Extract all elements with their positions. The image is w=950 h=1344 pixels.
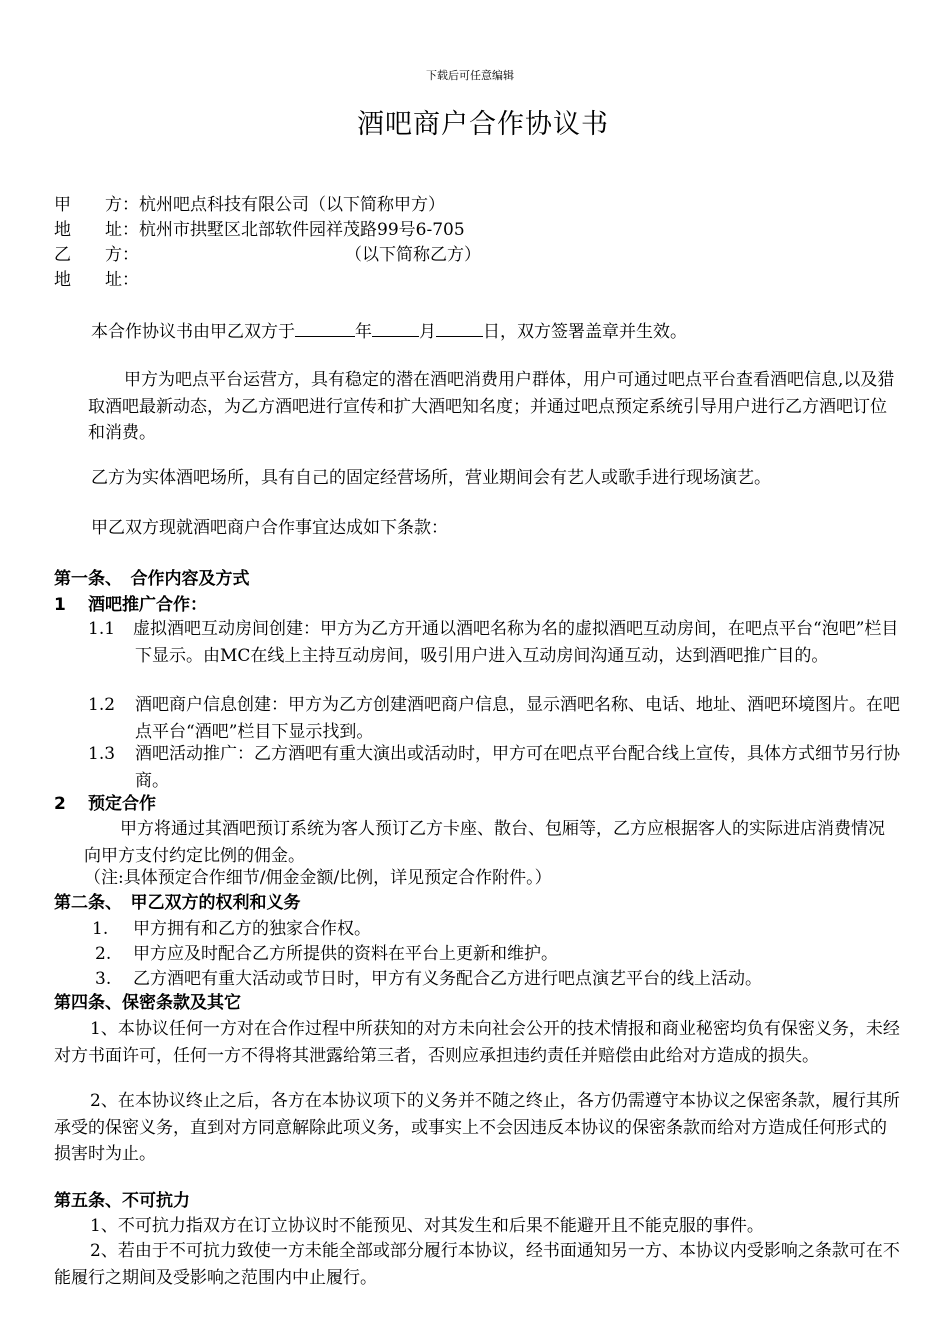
- address-b-row: [54, 268, 139, 292]
- item-1-1-number: 1.1: [88, 619, 116, 639]
- party-a-row: [54, 193, 445, 217]
- signing-month: 月: [419, 322, 436, 342]
- item-1-3-number: 1.3: [88, 744, 116, 764]
- month-blank: [372, 318, 419, 337]
- party-b-value: （以下简称乙方）: [345, 245, 481, 265]
- document-title: 酒吧商户合作协议书: [357, 109, 609, 140]
- address-b-label: 地 址：: [54, 270, 139, 290]
- item-1-2-number: 1.2: [88, 695, 116, 715]
- signing-line: [91, 318, 687, 344]
- intro-paragraph-1: 甲方为吧点平台运营方，具有稳定的潜在酒吧消费用户群体，用户可通过吧点平台查看酒吧信息,以及猎取酒吧最新动态，为乙方酒吧进行宣传和扩大酒吧知名度；并通过吧点预定系统引导用户进行乙方酒吧订位和消费。: [88, 370, 895, 443]
- section-2-title: 预定合作: [88, 794, 156, 814]
- article-2-heading: 第二条、 甲乙双方的权利和义务: [54, 893, 301, 913]
- year-blank: [295, 318, 355, 337]
- address-a-row: [54, 218, 465, 242]
- article-2-item-2-text: 甲方应及时配合乙方所提供的资料在平台上更新和维护。: [133, 944, 558, 964]
- signing-prefix: 本合作协议书由甲乙双方于: [91, 322, 295, 342]
- intro-paragraph-3: 甲乙双方现就酒吧商户合作事宜达成如下条款：: [91, 518, 448, 538]
- address-a-label: 地 址：: [54, 220, 139, 240]
- party-b-row: [54, 243, 139, 267]
- article-5-paragraph-1: 1、不可抗力指双方在订立协议时不能预见、对其发生和后果不能避开且不能克服的事件。: [90, 1216, 764, 1236]
- article-2-item-3-text: 乙方酒吧有重大活动或节日时，甲方有义务配合乙方进行吧点演艺平台的线上活动。: [133, 969, 762, 989]
- article-5-paragraph-2: 2、若由于不可抗力致使一方未能全部或部分履行本协议，经书面通知另一方、本协议内受影响之条款可在不能履行之期间及受影响之范围内中止履行。: [54, 1241, 900, 1288]
- section-1-title: 酒吧推广合作：: [88, 595, 207, 615]
- signing-year: 年: [355, 322, 372, 342]
- intro-paragraph-2: 乙方为实体酒吧场所，具有自己的固定经营场所，营业期间会有艺人或歌手进行现场演艺。: [91, 468, 771, 488]
- section-1-number: 1: [54, 595, 66, 615]
- article-4-paragraph-2: 2、在本协议终止之后，各方在本协议项下的义务并不随之终止，各方仍需遵守本协议之保密条款，履行其所承受的保密义务，直到对方同意解除此项义务，或事实上不会因违反本协议的保密条款而给对方造成任何形式的损害时为止。: [54, 1091, 900, 1164]
- item-1-1-text: 虚拟酒吧互动房间创建：甲方为乙方开通以酒吧名称为名的虚拟酒吧互动房间，在吧点平台“泡吧”栏目下显示。由MC在线上主持互动房间，吸引用户进入互动房间沟通互动，达到酒吧推广目的。: [133, 619, 899, 666]
- section-2-note: （注:具体预定合作细节/佣金金额/比例，详见预定合作附件。）: [84, 868, 552, 888]
- article-2-item-3-number: 3.: [95, 969, 112, 989]
- article-2-item-1-text: 甲方拥有和乙方的独家合作权。: [133, 919, 371, 939]
- section-2-text: 甲方将通过其酒吧预订系统为客人预订乙方卡座、散台、包厢等，乙方应根据客人的实际进店消费情况向甲方支付约定比例的佣金。: [84, 819, 885, 866]
- day-blank: [436, 318, 483, 337]
- party-a-label: 甲 方：: [54, 195, 139, 215]
- article-2-item-1-number: 1.: [92, 919, 109, 939]
- item-1-2-text: 酒吧商户信息创建：甲方为乙方创建酒吧商户信息，显示酒吧名称、电话、地址、酒吧环境图片。在吧点平台“酒吧”栏目下显示找到。: [135, 695, 900, 742]
- party-b-label: 乙 方：: [54, 245, 139, 265]
- article-5-heading: 第五条、不可抗力: [54, 1191, 190, 1211]
- party-a-value: 杭州吧点科技有限公司（以下简称甲方）: [139, 195, 445, 215]
- signing-suffix: 日，双方签署盖章并生效。: [483, 322, 687, 342]
- article-2-item-2-number: 2.: [95, 944, 112, 964]
- article-1-heading: 第一条、 合作内容及方式: [54, 569, 250, 589]
- address-a-value: 杭州市拱墅区北部软件园祥茂路99号6-705: [139, 220, 465, 240]
- article-4-heading: 第四条、保密条款及其它: [54, 993, 241, 1013]
- section-2-number: 2: [54, 794, 66, 814]
- header-note: 下载后可任意编辑: [426, 69, 514, 82]
- item-1-3-text: 酒吧活动推广：乙方酒吧有重大演出或活动时，甲方可在吧点平台配合线上宣传，具体方式细节另行协商。: [135, 744, 900, 791]
- article-4-paragraph-1: 1、本协议任何一方对在合作过程中所获知的对方未向社会公开的技术情报和商业秘密均负有保密义务，未经对方书面许可，任何一方不得将其泄露给第三者，否则应承担违约责任并赔偿由此给对方造成的损失。: [54, 1019, 900, 1066]
